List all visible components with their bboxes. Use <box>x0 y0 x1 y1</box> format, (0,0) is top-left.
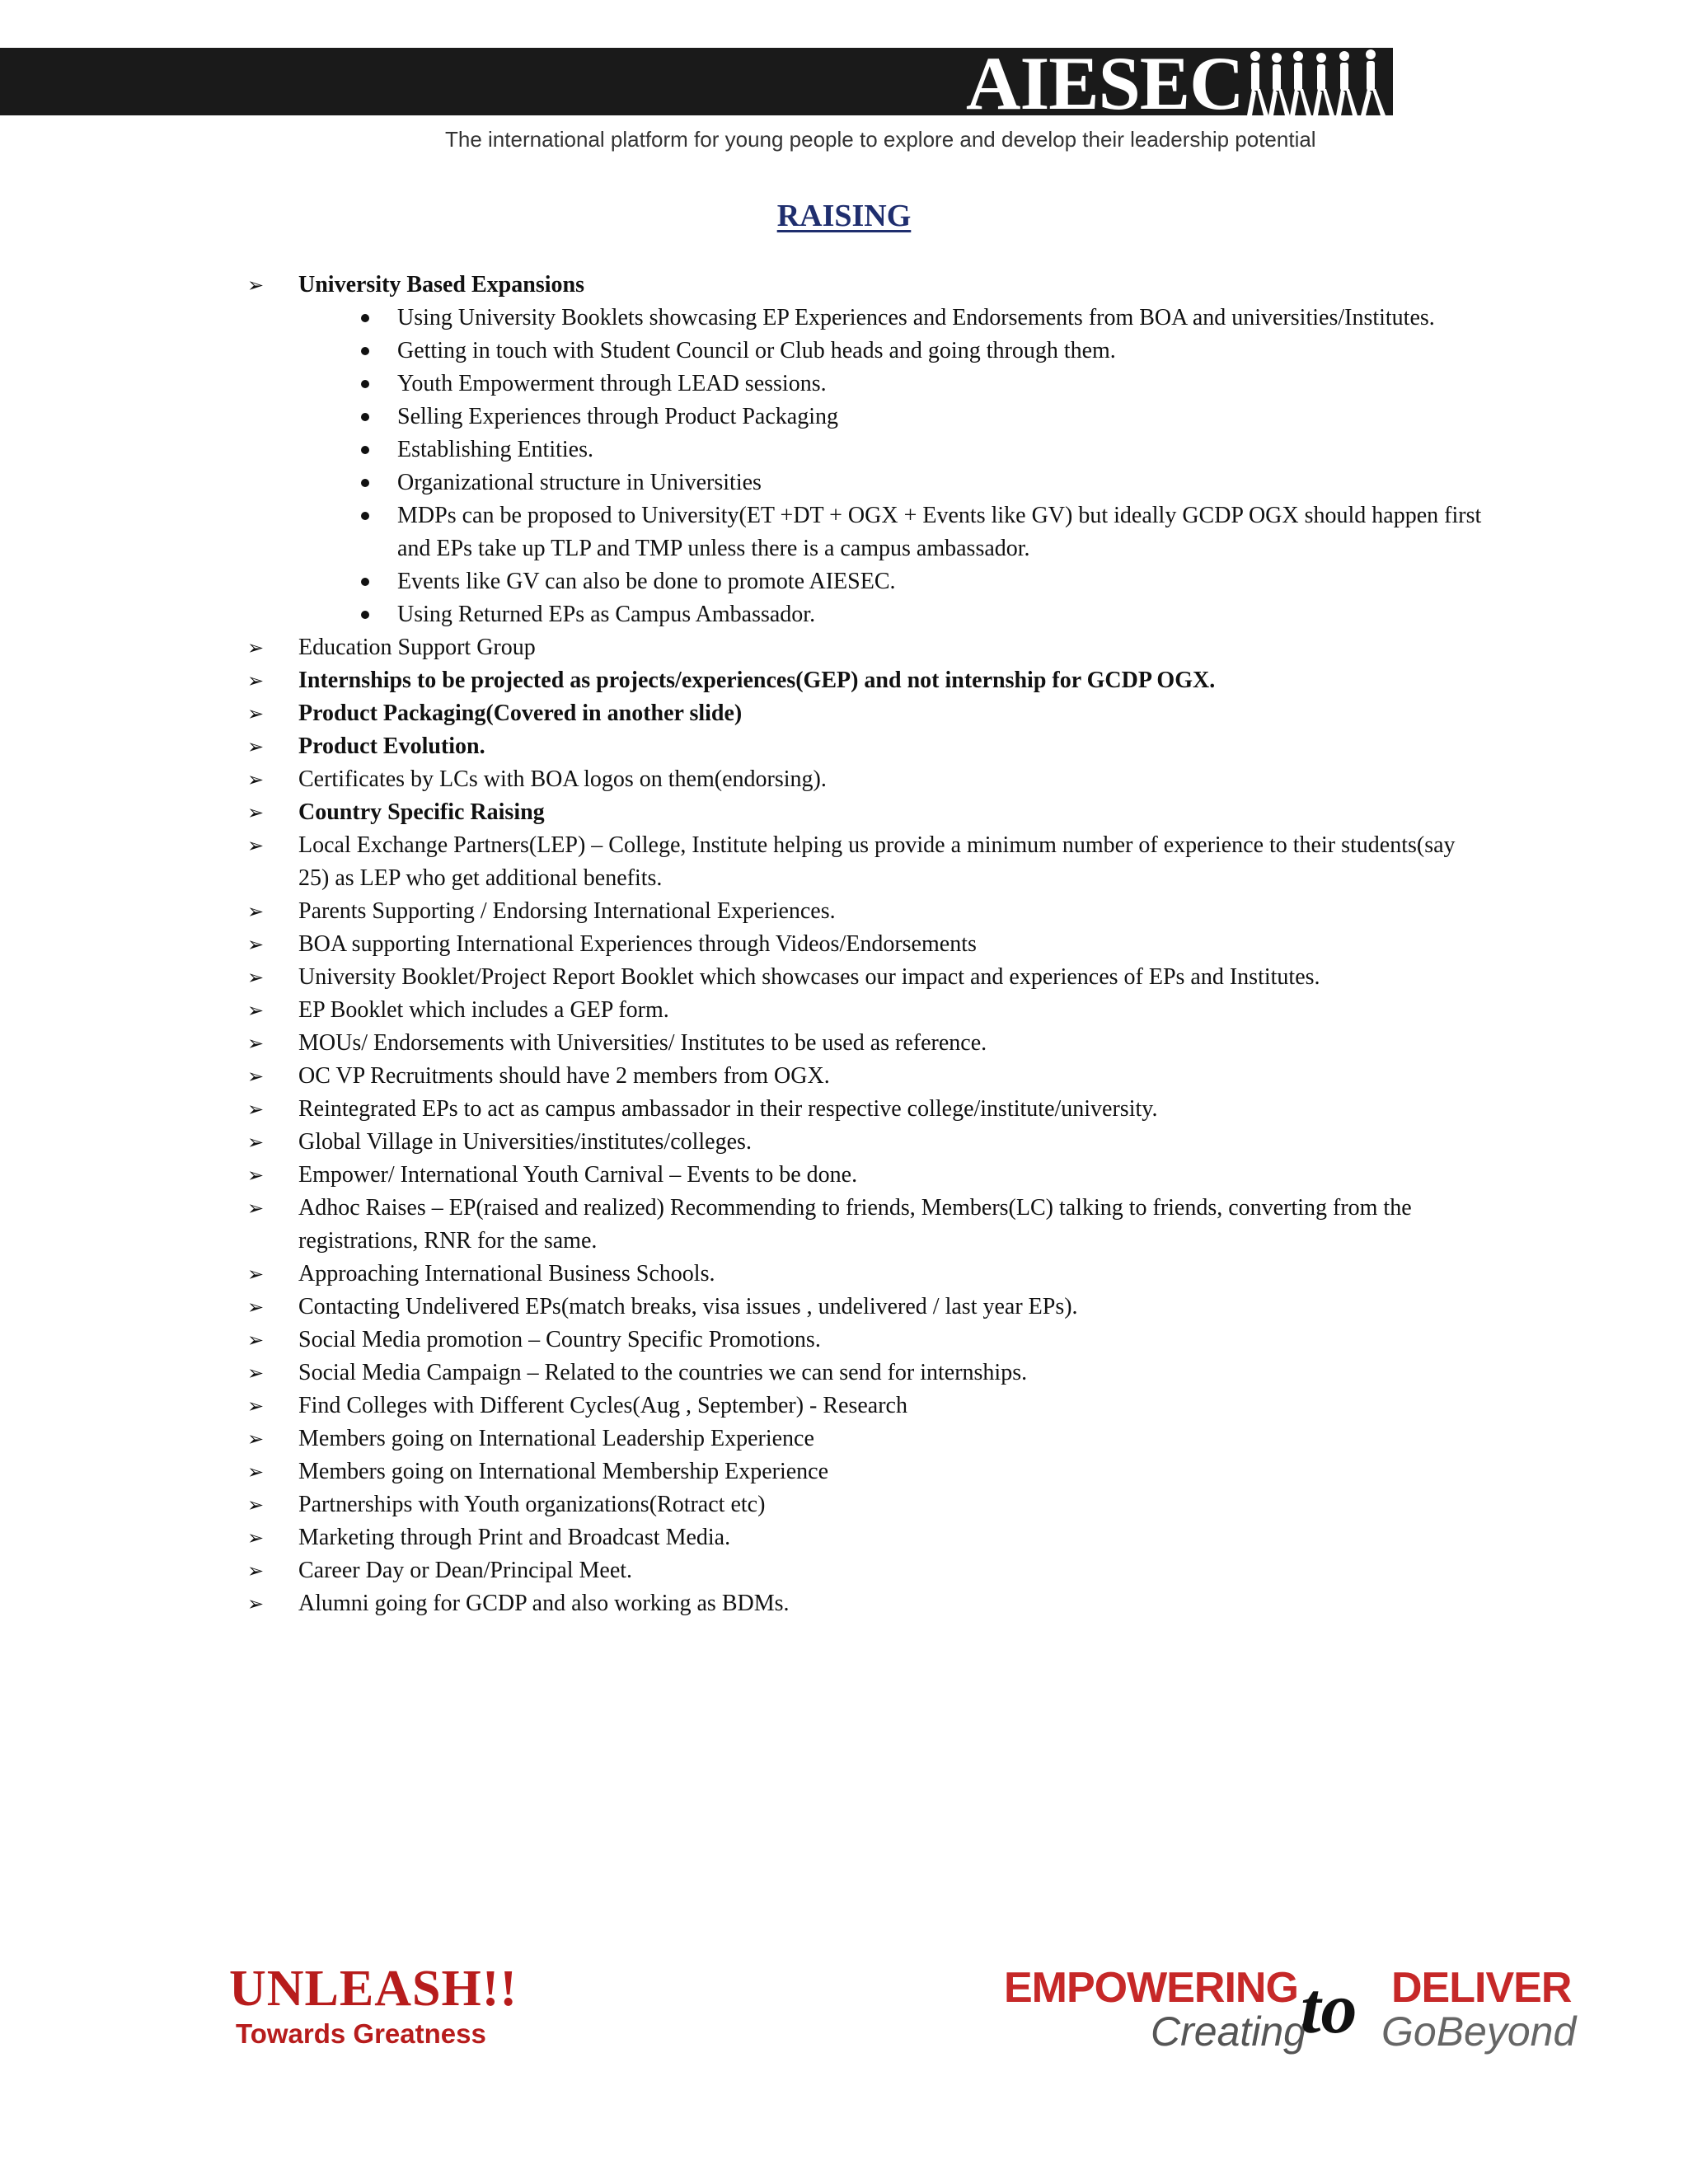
list-item <box>247 631 1484 664</box>
sub-list-item <box>397 499 1484 565</box>
list-item-text: EP Booklet which includes a GEP form. <box>298 997 669 1023</box>
arrow-bullet-icon: ➢ <box>247 1361 265 1385</box>
arrow-bullet-icon: ➢ <box>247 1394 265 1418</box>
list-item-text: Members going on International Leadership Experience <box>298 1426 814 1451</box>
bullet-list <box>247 269 1484 1620</box>
dot-bullet-icon <box>361 413 369 421</box>
sub-list-item-text: Using University Booklets showcasing EP Experiences and Endorsements from BOA and universities/Institutes. <box>397 305 1435 330</box>
sub-list-item-text: Establishing Entities. <box>397 437 593 462</box>
arrow-bullet-icon: ➢ <box>247 1065 265 1088</box>
empowering-word: EMPOWERING <box>1004 1964 1298 2012</box>
list-item <box>247 1291 1484 1324</box>
list-item-text: Find Colleges with Different Cycles(Aug , September) - Research <box>298 1393 907 1418</box>
list-item-text: Partnerships with Youth organizations(Rotract etc) <box>298 1492 766 1517</box>
sub-list-item-text: Getting in touch with Student Council or Club heads and going through them. <box>397 338 1116 363</box>
list-item <box>247 994 1484 1027</box>
list-item <box>247 1324 1484 1357</box>
list-item-text: Marketing through Print and Broadcast Media. <box>298 1525 731 1550</box>
arrow-bullet-icon: ➢ <box>247 801 265 824</box>
arrow-bullet-icon: ➢ <box>247 933 265 956</box>
list-item-text: Product Packaging(Covered in another slide) <box>298 701 743 726</box>
sub-list-item <box>397 368 1484 401</box>
list-item <box>247 269 1484 631</box>
list-item-text: Product Evolution. <box>298 733 485 759</box>
list-item <box>247 1422 1484 1455</box>
arrow-bullet-icon: ➢ <box>247 1263 265 1286</box>
arrow-bullet-icon: ➢ <box>247 1032 265 1055</box>
arrow-bullet-icon: ➢ <box>247 1164 265 1187</box>
sub-list-item-text: MDPs can be proposed to University(ET +DT + OGX + Events like GV) but ideally GCDP OGX should happen first and EPs take up TLP and TMP unless there is a campus ambassador. <box>397 503 1482 561</box>
dot-bullet-icon <box>361 380 369 388</box>
list-item <box>247 1060 1484 1093</box>
gobeyond-word: GoBeyond <box>1381 2008 1577 2055</box>
list-item-text: Global Village in Universities/institutes/colleges. <box>298 1129 752 1155</box>
arrow-bullet-icon: ➢ <box>247 1098 265 1121</box>
list-item-text: University Based Expansions <box>298 272 584 298</box>
dot-bullet-icon <box>361 578 369 586</box>
sub-list <box>298 302 1484 631</box>
list-item-text: Contacting Undelivered EPs(match breaks, visa issues , undelivered / last year EPs). <box>298 1294 1078 1319</box>
list-item-text: Alumni going for GCDP and also working as BDMs. <box>298 1591 790 1616</box>
list-item-text: Social Media promotion – Country Specific Promotions. <box>298 1327 821 1352</box>
list-item <box>247 730 1484 763</box>
list-item <box>247 1455 1484 1488</box>
list-item <box>247 796 1484 829</box>
sub-list-item-text: Youth Empowerment through LEAD sessions. <box>397 371 827 396</box>
dot-bullet-icon <box>361 347 369 355</box>
list-item <box>247 1587 1484 1620</box>
unleash-title: UNLEASH!! <box>229 1961 518 2017</box>
arrow-bullet-icon: ➢ <box>247 1197 265 1220</box>
arrow-bullet-icon: ➢ <box>247 966 265 989</box>
list-item <box>247 1554 1484 1587</box>
list-item-text: Approaching International Business Schools. <box>298 1261 715 1286</box>
arrow-bullet-icon: ➢ <box>247 1526 265 1549</box>
arrow-bullet-icon: ➢ <box>247 735 265 758</box>
empowering-logo <box>1004 1965 1581 2072</box>
dot-bullet-icon <box>361 479 369 487</box>
list-item-text: Education Support Group <box>298 635 536 660</box>
arrow-bullet-icon: ➢ <box>247 1493 265 1516</box>
list-item-text: BOA supporting International Experiences through Videos/Endorsements <box>298 931 977 957</box>
arrow-bullet-icon: ➢ <box>247 1296 265 1319</box>
list-item <box>247 1093 1484 1126</box>
sub-list-item-text: Using Returned EPs as Campus Ambassador. <box>397 602 816 627</box>
raising-list <box>247 269 1484 1620</box>
list-item-text: Certificates by LCs with BOA logos on them(endorsing). <box>298 766 827 792</box>
list-item <box>247 895 1484 928</box>
arrow-bullet-icon: ➢ <box>247 999 265 1022</box>
list-item <box>247 961 1484 994</box>
list-item-text: Members going on International Membership Experience <box>298 1459 829 1484</box>
sub-list-item <box>397 401 1484 434</box>
list-item <box>247 1159 1484 1192</box>
arrow-bullet-icon: ➢ <box>247 702 265 725</box>
list-item-text: Reintegrated EPs to act as campus ambassador in their respective college/institute/university. <box>298 1096 1158 1122</box>
sub-list-item <box>397 598 1484 631</box>
creating-word: Creating <box>1151 2008 1306 2055</box>
arrow-bullet-icon: ➢ <box>247 1592 265 1615</box>
arrow-bullet-icon: ➢ <box>247 274 265 297</box>
list-item-text: Empower/ International Youth Carnival – Events to be done. <box>298 1162 858 1188</box>
list-item <box>247 1357 1484 1390</box>
to-word: to <box>1301 1969 1357 2049</box>
page-title: RAISING <box>776 199 912 233</box>
list-item-text: Adhoc Raises – EP(raised and realized) Recommending to friends, Members(LC) talking to friends, converting from the registrations, RNR for the same. <box>298 1195 1412 1254</box>
list-item-text: Career Day or Dean/Principal Meet. <box>298 1558 633 1583</box>
list-item-text: Parents Supporting / Endorsing International Experiences. <box>298 898 836 924</box>
list-item <box>247 664 1484 697</box>
sub-list-item-text: Organizational structure in Universities <box>397 470 762 495</box>
arrow-bullet-icon: ➢ <box>247 669 265 692</box>
list-item-text: University Booklet/Project Report Booklet which showcases our impact and experiences of EPs and Institutes. <box>298 964 1320 990</box>
unleash-subtitle: Towards Greatness <box>236 2018 486 2049</box>
arrow-bullet-icon: ➢ <box>247 1131 265 1154</box>
sub-list-item-text: Selling Experiences through Product Packaging <box>397 404 838 429</box>
arrow-bullet-icon: ➢ <box>247 900 265 923</box>
arrow-bullet-icon: ➢ <box>247 1329 265 1352</box>
dot-bullet-icon <box>361 611 369 619</box>
arrow-bullet-icon: ➢ <box>247 1427 265 1451</box>
list-item <box>247 1390 1484 1422</box>
list-item-text: Local Exchange Partners(LEP) – College, Institute helping us provide a minimum number of experience to their students(say 25) as LEP who get additional benefits. <box>298 832 1456 891</box>
list-item <box>247 829 1484 895</box>
aiesec-logo <box>966 41 1395 125</box>
list-item-text: MOUs/ Endorsements with Universities/ Institutes to be used as reference. <box>298 1030 987 1056</box>
list-item <box>247 697 1484 730</box>
logo-text: AIESEC <box>966 41 1244 125</box>
list-item <box>247 1192 1484 1258</box>
list-item <box>247 1521 1484 1554</box>
dot-bullet-icon <box>361 446 369 454</box>
list-item-text: OC VP Recruitments should have 2 members from OGX. <box>298 1063 830 1089</box>
list-item-text: Internships to be projected as projects/experiences(GEP) and not internship for GCDP OGX. <box>298 668 1216 693</box>
sub-list-item <box>397 335 1484 368</box>
list-item <box>247 1126 1484 1159</box>
unleash-logo <box>229 1961 518 2052</box>
arrow-bullet-icon: ➢ <box>247 1460 265 1483</box>
dot-bullet-icon <box>361 512 369 520</box>
walking-people-icon <box>1247 48 1395 117</box>
dot-bullet-icon <box>361 314 369 322</box>
tagline: The international platform for young people to explore and develop their leadership potential <box>445 127 1316 152</box>
sub-list-item <box>397 565 1484 598</box>
arrow-bullet-icon: ➢ <box>247 768 265 791</box>
arrow-bullet-icon: ➢ <box>247 834 265 857</box>
sub-list-item-text: Events like GV can also be done to promote AIESEC. <box>397 569 896 594</box>
list-item <box>247 1488 1484 1521</box>
sub-list-item <box>397 302 1484 335</box>
sub-list-item <box>397 466 1484 499</box>
deliver-word: DELIVER <box>1391 1964 1572 2012</box>
list-item-text: Country Specific Raising <box>298 799 545 825</box>
arrow-bullet-icon: ➢ <box>247 1559 265 1582</box>
list-item <box>247 1027 1484 1060</box>
arrow-bullet-icon: ➢ <box>247 636 265 659</box>
list-item <box>247 1258 1484 1291</box>
list-item <box>247 763 1484 796</box>
sub-list-item <box>397 434 1484 466</box>
list-item-text: Social Media Campaign – Related to the countries we can send for internships. <box>298 1360 1028 1385</box>
list-item <box>247 928 1484 961</box>
